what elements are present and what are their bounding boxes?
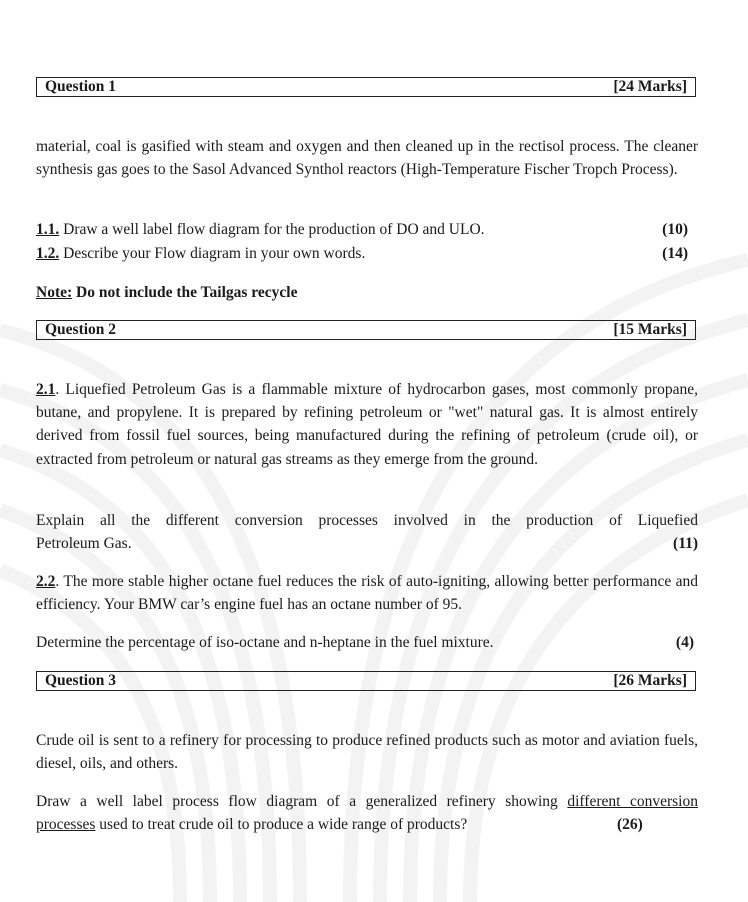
q3-task-part-a: Draw a well label process flow diagram of a generalized refinery showing xyxy=(36,793,568,810)
note-text: Do not include the Tailgas recycle xyxy=(72,284,298,301)
item-1-number: 1.1. xyxy=(36,221,60,238)
question-2-marks: [15 Marks] xyxy=(613,321,687,338)
question-2-1-task xyxy=(36,509,698,555)
question-3-header xyxy=(36,671,696,691)
q2-2-number: 2.2 xyxy=(36,573,56,590)
item-2-number: 1.2. xyxy=(36,245,60,262)
q2-task-line-1: Explain all the different conversion processes involved in the production of Liquefied xyxy=(36,512,698,529)
question-2-2-paragraph xyxy=(36,570,698,616)
question-1-item-2 xyxy=(36,242,688,265)
q3-task-part-b: used to treat crude oil to produce a wide range of products? xyxy=(95,816,468,834)
question-1-title: Question 1 xyxy=(45,78,117,95)
q2-1-number: 2.1 xyxy=(36,381,56,398)
question-3-title: Question 3 xyxy=(45,672,117,689)
question-2-2-task xyxy=(36,631,694,654)
question-1-marks: [24 Marks] xyxy=(613,78,687,95)
item-1-marks: (10) xyxy=(662,221,688,238)
question-3-intro: Crude oil is sent to a refinery for processing to produce refined products such as motor and aviation fuels, diesel, oils, and others. xyxy=(36,732,698,773)
q2-2-task-marks: (4) xyxy=(675,634,694,651)
q3-task-underline-2: processes xyxy=(36,816,96,834)
item-2-marks: (14) xyxy=(662,245,688,262)
item-2-text: Describe your Flow diagram in your own words. xyxy=(59,245,366,262)
q2-2-task-text: Determine the percentage of iso-octane and n-heptane in the fuel mixture. xyxy=(36,634,494,651)
question-2-header xyxy=(36,320,696,340)
question-2-title: Question 2 xyxy=(45,321,117,338)
question-3-marks: [26 Marks] xyxy=(613,672,687,689)
q2-task-marks: (11) xyxy=(673,535,698,553)
question-1-intro: material, coal is gasified with steam and oxygen and then cleaned up in the rectisol process. The cleaner synthesis gas goes to the Sasol Advanced Synthol reactors (High-Temperature Fischer Tropch Process). xyxy=(36,138,698,179)
question-2-1-paragraph xyxy=(36,378,698,471)
q2-2-text: . The more stable higher octane fuel reduces the risk of auto-igniting, allowing better performance and efficiency. Your BMW car’s engine fuel has an octane number of 95. xyxy=(36,573,698,614)
q3-task-marks: (26) xyxy=(617,816,643,834)
q2-1-text: . Liquefied Petroleum Gas is a flammable mixture of hydrocarbon gases, most commonly propane, butane, and propylene. It is prepared by refining petroleum or "wet" natural gas. It is almost entirely derived from fossil fuel sources, being manufactured during the refining of petroleum (crude oil), or extracted from petroleum or natural gas streams as they emerge from the ground. xyxy=(36,381,698,468)
question-1-note xyxy=(36,281,297,304)
note-label: Note: xyxy=(36,284,73,301)
question-1-item-1 xyxy=(36,218,688,241)
question-3-task xyxy=(36,790,698,836)
item-1-text: Draw a well label flow diagram for the production of DO and ULO. xyxy=(59,221,485,238)
q3-task-underline-1: different conversion xyxy=(567,793,698,810)
question-1-header xyxy=(36,77,696,97)
q2-task-line-2: Petroleum Gas. xyxy=(36,535,132,553)
